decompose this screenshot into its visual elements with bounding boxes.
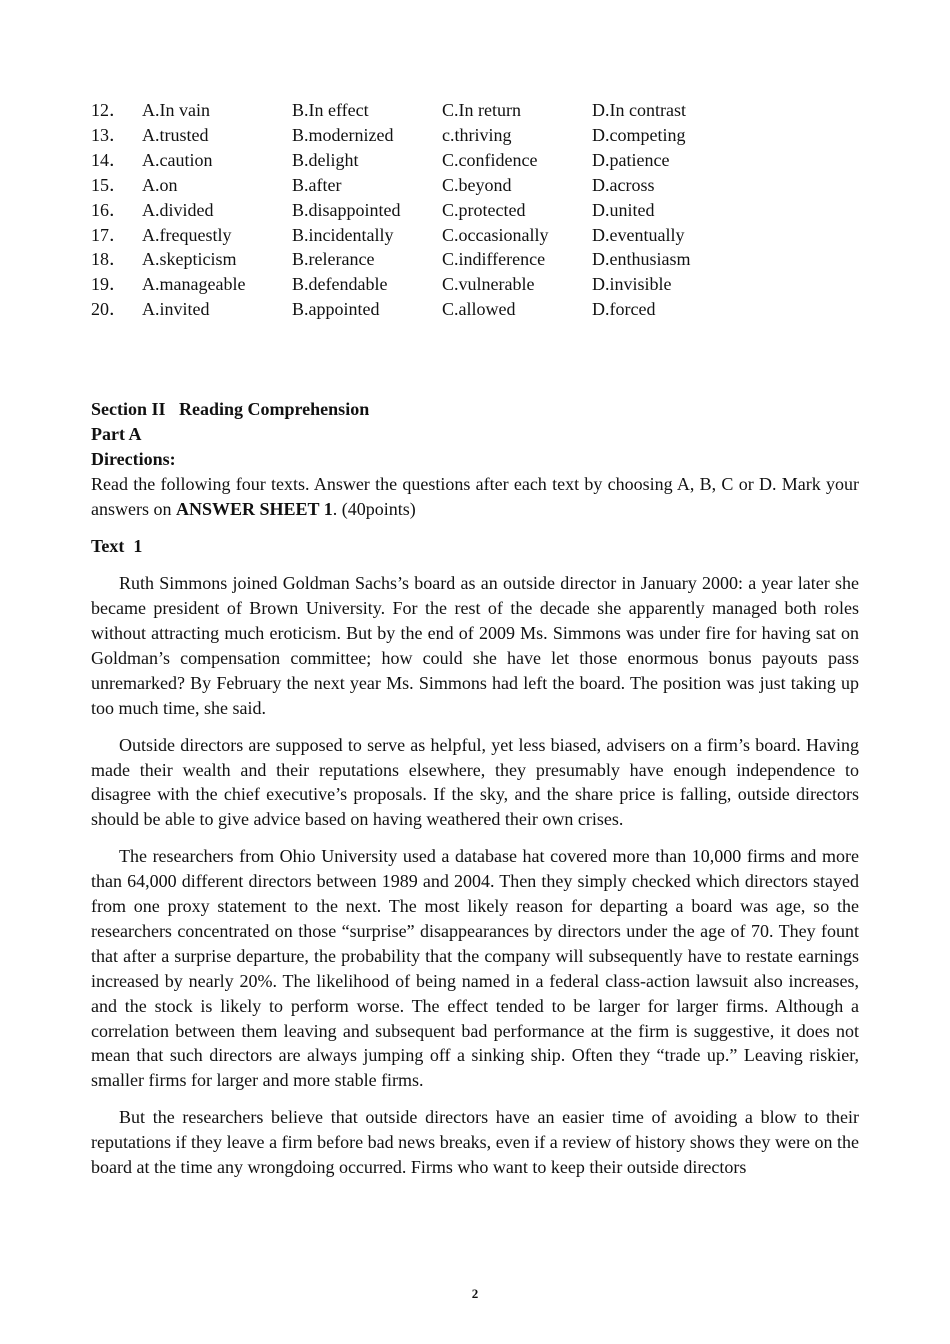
question-number: 18． [91, 249, 127, 270]
option-d: D.forced [592, 299, 656, 320]
option-d: D.across [592, 174, 655, 195]
option-b: B.delight [292, 149, 359, 170]
option-d: D.In contrast [592, 100, 686, 120]
option-c: C.protected [442, 199, 526, 220]
option-row [91, 247, 762, 272]
directions-text-start: Read the following four texts. Answer the questions after each text by choosing A, B, C or D. Mark your answers on [91, 474, 859, 520]
question-number: 15． [91, 174, 127, 195]
section-header [91, 397, 859, 522]
option-row [91, 173, 762, 198]
option-d: D.eventually [592, 224, 685, 245]
paragraph: The researchers from Ohio University used a database hat covered more than 10,000 firms and more than 64,000 different directors between 1989 and 2004. Then they simply checked which directors stayed from one proxy statement to the next. The most likely reason for departing a board was age, so the researchers concentrated on those “surprise” disappearances by directors under the age of 70. They fount that after a surprise departure, the probability that the company will subsequently have to restate earnings increased by nearly 20%. The likelihood of being named in a federal class-action lawsuit also increases, and the stock is likely to perform worse. The effect tended to be larger for larger firms. Although a correlation between them leaving and subsequent bad performance at the firm is suggestive, it does not mean that such directors are always jumping off a sinking ship. Often they “trade up.” Leaving riskier, smaller firms for larger and more stable firms. [91, 846, 859, 1091]
option-row [91, 223, 762, 248]
option-b: B.defendable [292, 274, 388, 295]
section-title: Section II Reading Comprehension [91, 399, 370, 420]
option-b: B.In effect [292, 100, 369, 120]
question-number: 16． [91, 199, 127, 220]
paragraph: Ruth Simmons joined Goldman Sachs’s board as an outside director in January 2000: a year later she became president of Brown University. For the rest of the decade she apparently managed both roles without attracting much eroticism. But by the end of 2009 Ms. Simmons was under fire for having sat on Goldman’s compensation committee; how could she have let those enormous bonus payouts pass unremarked? By February the next year Ms. Simmons had left the board. The position was just taking up too much time, she said. [91, 573, 859, 718]
part-title: Part A [91, 424, 142, 445]
question-number: 19． [91, 274, 127, 295]
option-d: D.competing [592, 124, 686, 145]
directions-text [91, 472, 859, 522]
option-a: A.divided [142, 199, 214, 220]
option-c: C.indifference [442, 249, 546, 270]
text-title: Text 1 [91, 536, 143, 557]
option-c: C.allowed [442, 299, 516, 320]
option-a: A.In vain [142, 100, 210, 120]
question-number: 20． [91, 299, 127, 320]
question-number: 13． [91, 124, 127, 145]
paragraph: But the researchers believe that outside directors have an easier time of avoiding a blow to their reputations if they leave a firm before bad news breaks, even if a review of history shows they were on the board at the time any wrongdoing occurred. Firms who want to keep their outside directors [91, 1107, 859, 1178]
option-c: C.occasionally [442, 224, 549, 245]
option-c: C.In return [442, 100, 521, 120]
option-a: A.skepticism [142, 249, 237, 270]
document-page [91, 98, 859, 1180]
option-b: B.incidentally [292, 224, 394, 245]
option-row [91, 198, 762, 223]
option-d: D.enthusiasm [592, 249, 691, 270]
directions-text-end: . (40points) [332, 499, 416, 520]
option-d: D.invisible [592, 274, 672, 295]
option-b: B.appointed [292, 299, 380, 320]
option-a: A.frequestly [142, 224, 232, 245]
option-row [91, 297, 762, 322]
option-row [91, 148, 762, 173]
option-a: A.trusted [142, 124, 209, 145]
question-number: 12． [91, 100, 127, 120]
option-a: A.caution [142, 149, 213, 170]
option-row [91, 98, 762, 123]
question-number: 14． [91, 149, 127, 170]
option-a: A.on [142, 174, 178, 195]
paragraph: Outside directors are supposed to serve as helpful, yet less biased, advisers on a firm’s board. Having made their wealth and their reputations elsewhere, they presumably have enough independence to disagree with the chief executive’s proposals. If the sky, and the share price is falling, outside directors should be able to give advice based on having weathered their own crises. [91, 734, 859, 830]
option-d: D.patience [592, 149, 670, 170]
option-c: c.thriving [442, 124, 512, 145]
option-d: D.united [592, 199, 655, 220]
option-a: A.manageable [142, 274, 246, 295]
option-c: C.confidence [442, 149, 538, 170]
directions-label: Directions: [91, 449, 176, 470]
option-c: C.beyond [442, 174, 512, 195]
option-b: B.after [292, 174, 342, 195]
option-row [91, 272, 762, 297]
option-a: A.invited [142, 299, 210, 320]
options-table [91, 98, 762, 322]
option-c: C.vulnerable [442, 274, 535, 295]
question-number: 17． [91, 224, 127, 245]
answer-sheet-label: ANSWER SHEET 1 [175, 499, 333, 520]
page-number: 2 [471, 1286, 479, 1301]
option-row [91, 123, 762, 148]
option-b: B.modernized [292, 124, 394, 145]
option-b: B.relerance [292, 249, 375, 270]
option-b: B.disappointed [292, 199, 401, 220]
